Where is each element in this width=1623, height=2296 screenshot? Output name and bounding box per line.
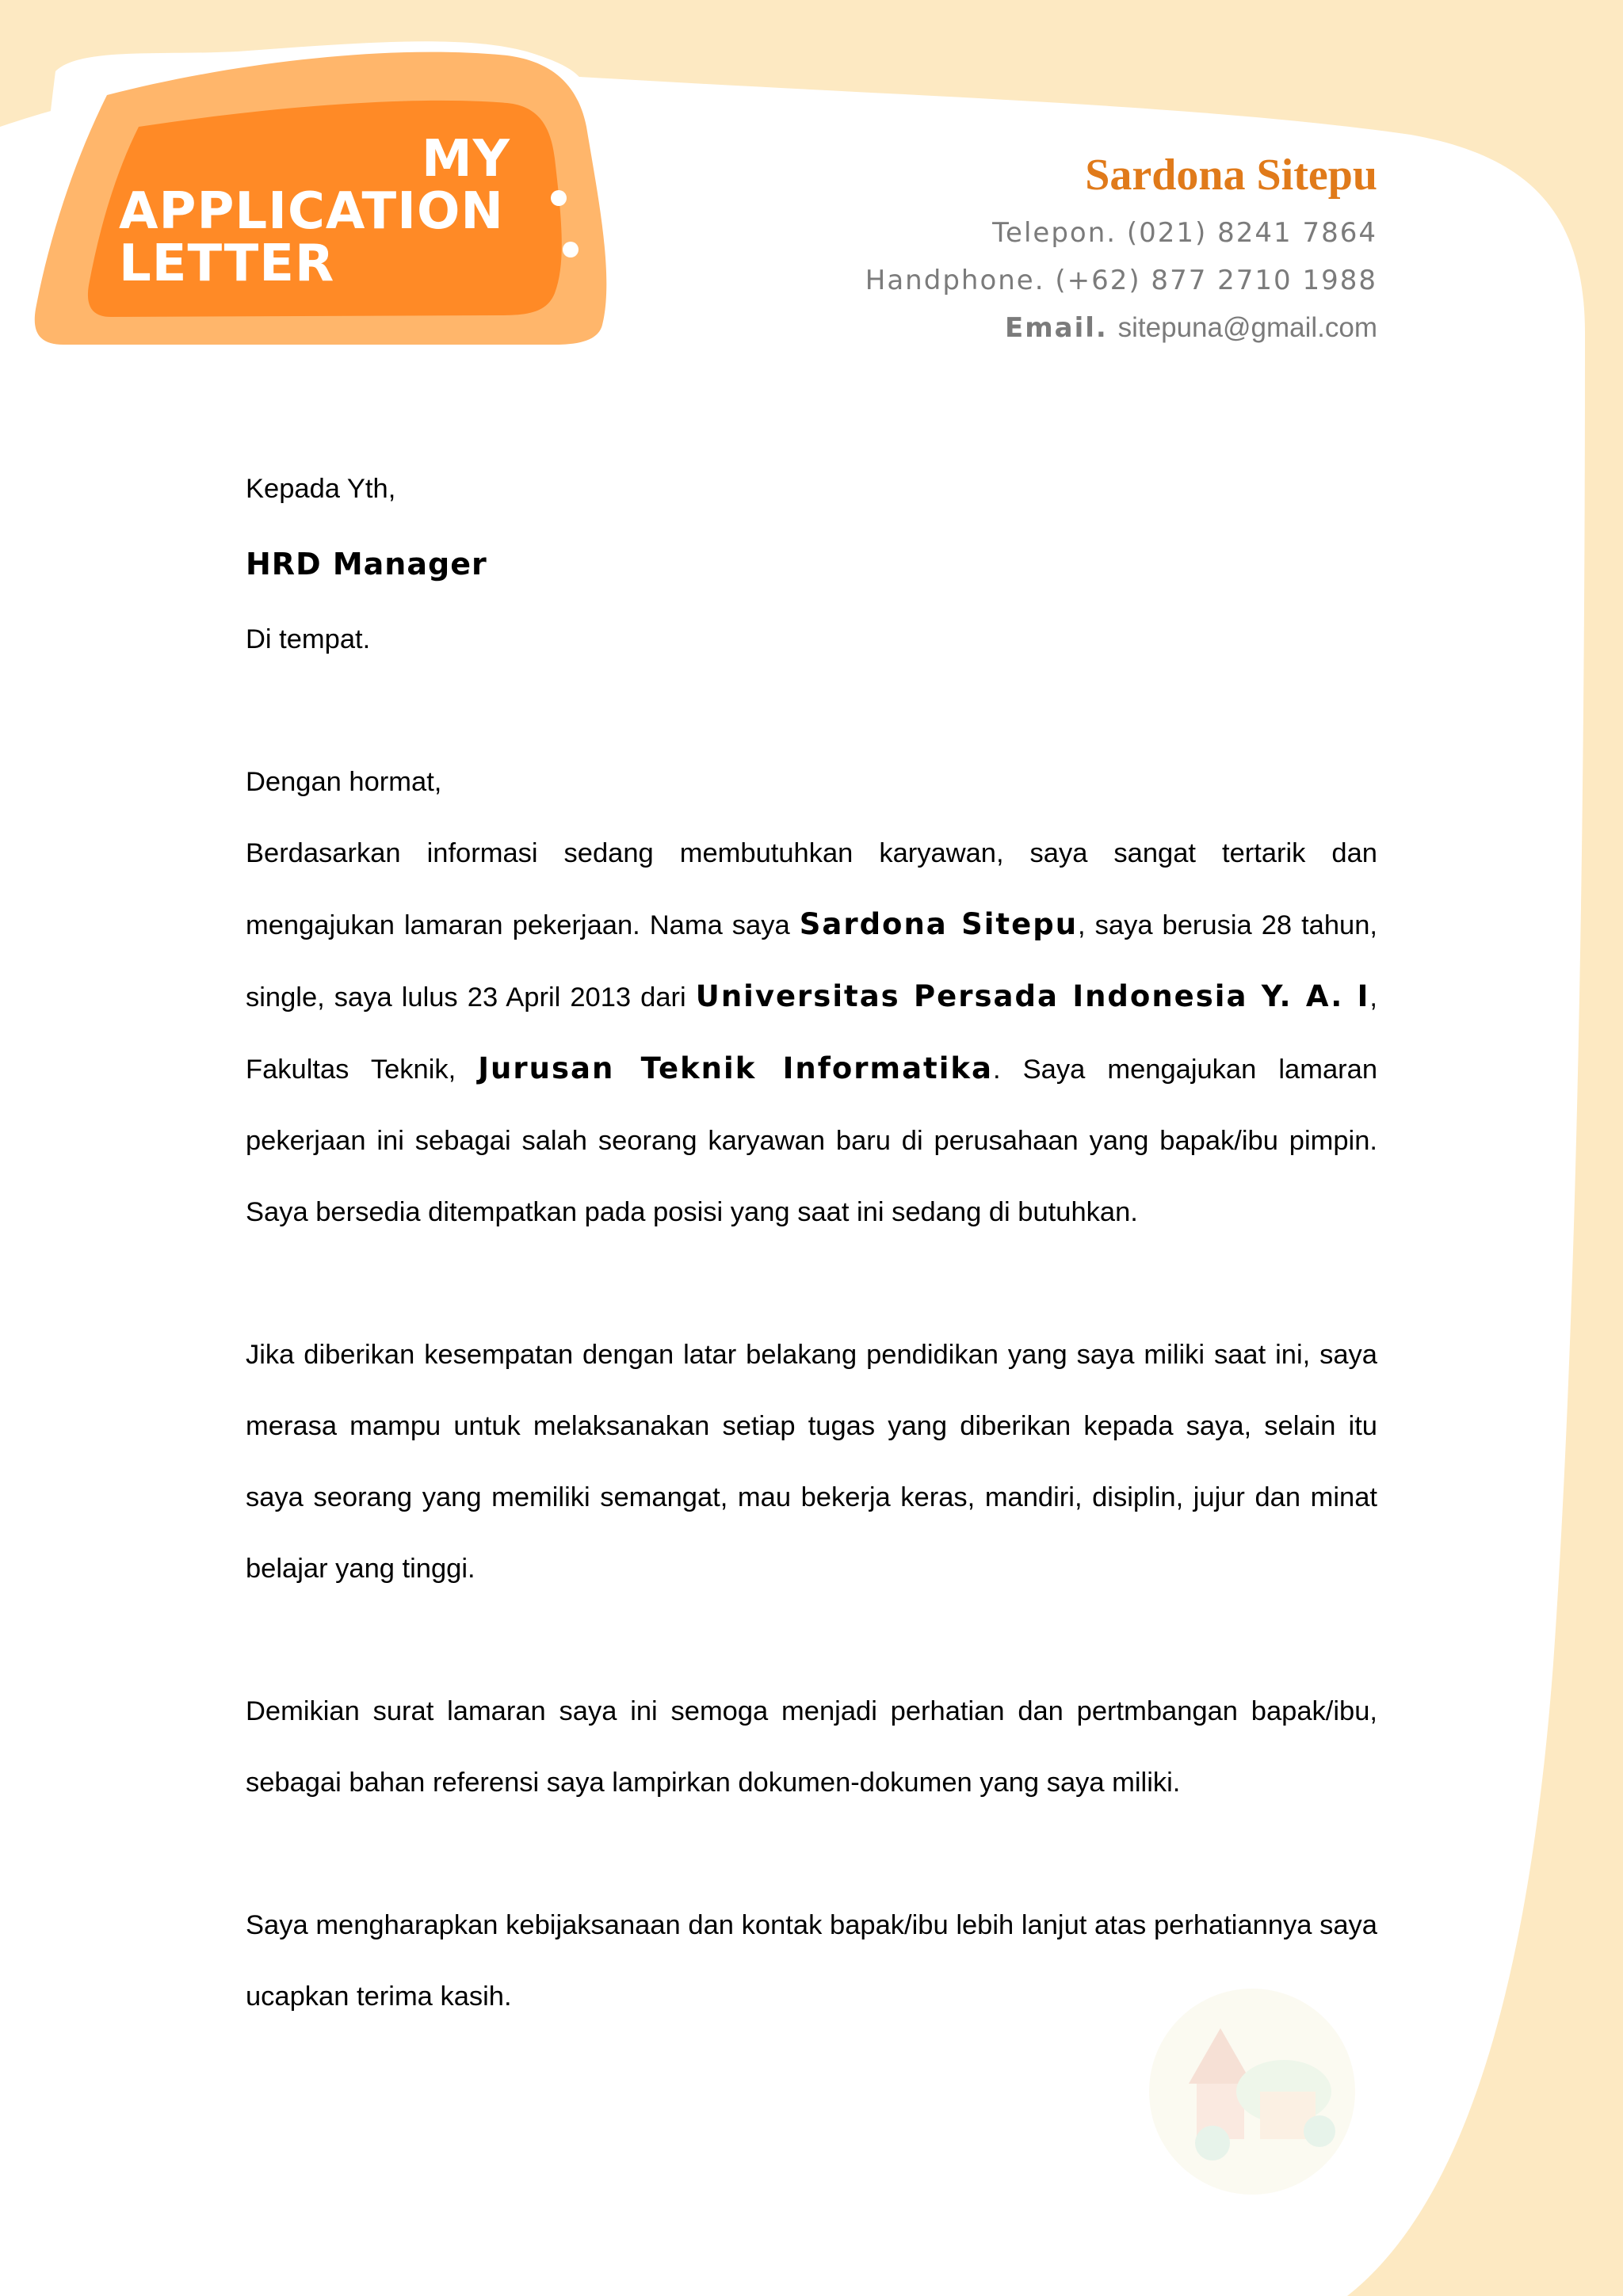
salutation-to: Kepada Yth, [246,474,396,504]
contact-block [743,149,1377,352]
phone-value: (021) 8241 7864 [1126,217,1377,249]
email-line [743,304,1377,352]
p1-text-2: , saya berusia 28 tahun, single, saya lulus 23 April 2013 dari [246,910,1377,1013]
letter-body [246,469,1377,2032]
mobile-label: Handphone. [865,265,1045,296]
paragraph-closing: Saya mengharapkan kebijaksanaan dan kontak bapak/ibu lebih lanjut atas perhatiannya saya ucapkan terima kasih. [246,1910,1377,2012]
paragraph-qualifications: Jika diberikan kesempatan dengan latar belakang pendidikan yang saya miliki saat ini, saya merasa mampu untuk melaksanakan setiap tugas yang diberikan kepada saya, selain itu saya seorang yang memiliki semangat, mau bekerja keras, mandiri, disiplin, jujur dan minat belajar yang tinggi. [246,1340,1377,1584]
p1-major: Jurusan Teknik Informatika [478,1051,993,1085]
sender-name: Sardona Sitepu [1085,151,1377,200]
logo-text-letter: LETTER [119,235,335,293]
greeting: Dengan hormat, [246,767,442,797]
paragraph-attachments: Demikian surat lamaran saya ini semoga menjadi perhatian dan pertmbangan bapak/ibu, sebagai bahan referensi saya lampirkan dokumen-dokumen yang saya miliki. [246,1696,1377,1798]
recipient-title: HRD Manager [246,547,487,582]
mobile-line [743,257,1377,304]
phone-line [743,209,1377,257]
p1-text-3: , Fakultas Teknik, [246,982,1377,1085]
logo-text-my: MY [421,130,510,189]
paragraph-introduction [246,818,1377,1248]
p1-applicant-name: Sardona Sitepu [799,907,1079,941]
logo-text-application: APPLICATION [119,182,504,241]
p1-text-1: Berdasarkan informasi sedang membutuhkan karyawan, saya sangat tertarik dan mengajukan lamaran pekerjaan. Nama saya [246,838,1377,940]
email-value: sitepuna@gmail.com [1117,312,1377,343]
p1-university: Universitas Persada Indonesia Y. A. I [695,979,1370,1013]
mobile-value: (+62) 877 2710 1988 [1055,265,1377,296]
recipient-location: Di tempat. [246,624,371,654]
p1-text-4: . Saya mengajukan lamaran pekerjaan ini sebagai salah seorang karyawan baru di perusahaan yang bapak/ibu pimpin. Saya bersedia ditempatkan pada posisi yang saat ini sedang di butuhkan. [246,1055,1378,1227]
phone-label: Telepon. [992,217,1117,249]
email-label: Email. [1005,312,1108,344]
